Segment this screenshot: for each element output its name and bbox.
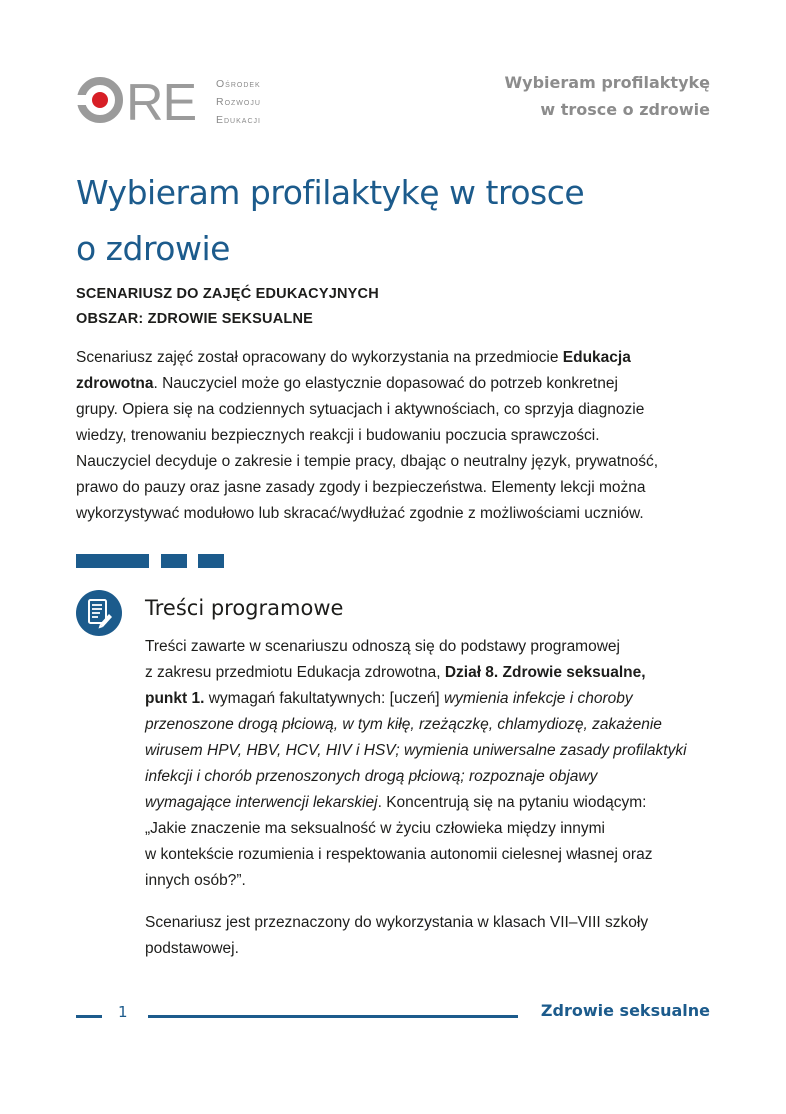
intro-bold: Edukacja [562, 349, 631, 366]
body-line: innych osób?”. [145, 872, 246, 889]
intro-text: Scenariusz zajęć został opracowany do wykorzystania na przedmiocie [76, 349, 563, 366]
logo-letters: RE [126, 74, 197, 129]
logo-name-line-1: Ośrodek [216, 78, 261, 90]
intro-line: wiedzy, trenowaniu bezpiecznych reakcji i budowaniu poczucia sprawczości. [76, 427, 600, 444]
body-line [145, 660, 725, 686]
intro-line: wykorzystywać modułowo lub skracać/wydłużać zgodnie z możliwościami uczniów. [76, 505, 644, 522]
body-line [145, 764, 725, 790]
running-header-line-1: Wybieram profilaktykę [504, 73, 710, 92]
subtitles [76, 282, 379, 332]
body-line: „Jakie znaczenie ma seksualność w życiu człowieka między innymi [145, 820, 606, 837]
divider-bar [161, 554, 187, 568]
body-text: . Koncentrują się na pytaniu wiodącym: [377, 794, 647, 811]
intro-line: Nauczyciel decyduje o zakresie i tempie pracy, dbając o neutralny język, prywatność, [76, 453, 659, 470]
logo-name [216, 75, 296, 129]
body-bold: punkt 1. [145, 690, 205, 707]
body-text: wymagań fakultatywnych: [uczeń] [204, 690, 444, 707]
body-line [145, 712, 725, 738]
logo-name-line-2: Rozwoju [216, 96, 261, 108]
body-line: w kontekście rozumienia i respektowania autonomii cielesnej własnej oraz [145, 846, 653, 863]
divider-bar [76, 554, 149, 568]
body-line: podstawowej. [145, 940, 239, 957]
intro-line [76, 345, 716, 371]
page-title [76, 165, 716, 277]
running-header-line-2: w trosce o zdrowie [540, 100, 710, 119]
intro-line: grupy. Opiera się na codziennych sytuacjach i aktywnościach, co sprzyja diagnozie [76, 401, 645, 418]
document-pen-icon [76, 590, 122, 636]
running-header [505, 69, 710, 123]
body-bold: Dział 8. Zdrowie seksualne, [444, 664, 646, 681]
section-paragraph [145, 634, 725, 894]
intro-line [76, 371, 716, 397]
body-italic: przenoszone drogą płciową, w tym kiłę, rzeżączkę, chlamydiozę, zakażenie [145, 716, 662, 733]
page-number: 1 [118, 1003, 128, 1021]
footer-rule-left [76, 1015, 102, 1018]
body-italic: infekcji i chorób przenoszonych drogą płciową; rozpoznaje objawy [145, 768, 598, 785]
body-line [145, 790, 725, 816]
subtitle-area: OBSZAR: ZDROWIE SEKSUALNE [76, 311, 313, 327]
body-line [145, 686, 725, 712]
intro-bold: zdrowotna [76, 375, 154, 392]
body-italic: wirusem HPV, HBV, HCV, HIV i HSV; wymienia uniwersalne zasady profilaktyki [145, 742, 687, 759]
intro-line: prawo do pauzy oraz jasne zasady zgody i bezpieczeństwa. Elementy lekcji można [76, 479, 646, 496]
footer-rule [148, 1015, 518, 1018]
body-italic: wymagające interwencji lekarskiej [145, 794, 378, 811]
body-italic: wymienia infekcje i choroby [443, 690, 633, 707]
intro-text: . Nauczyciel może go elastycznie dopasować do potrzeb konkretnej [153, 375, 618, 392]
body-text: z zakresu przedmiotu Edukacja zdrowotna, [145, 664, 445, 681]
section-paragraph-2 [145, 910, 725, 962]
subtitle-scenario: SCENARIUSZ DO ZAJĘĆ EDUKACYJNYCH [76, 286, 379, 302]
divider-bar [198, 554, 224, 568]
page-title-line-2: o zdrowie [76, 229, 230, 268]
section-title: Treści programowe [145, 596, 344, 620]
ore-logo-mark [76, 73, 206, 129]
body-line [145, 738, 725, 764]
intro-paragraph [76, 345, 716, 527]
logo-name-line-3: Edukacji [216, 114, 261, 126]
body-line: Treści zawarte w scenariuszu odnoszą się do podstawy programowej [145, 638, 620, 655]
page-title-line-1: Wybieram profilaktykę w trosce [76, 173, 585, 212]
footer-title: Zdrowie seksualne [540, 1001, 710, 1020]
body-line: Scenariusz jest przeznaczony do wykorzystania w klasach VII–VIII szkoły [145, 914, 649, 931]
